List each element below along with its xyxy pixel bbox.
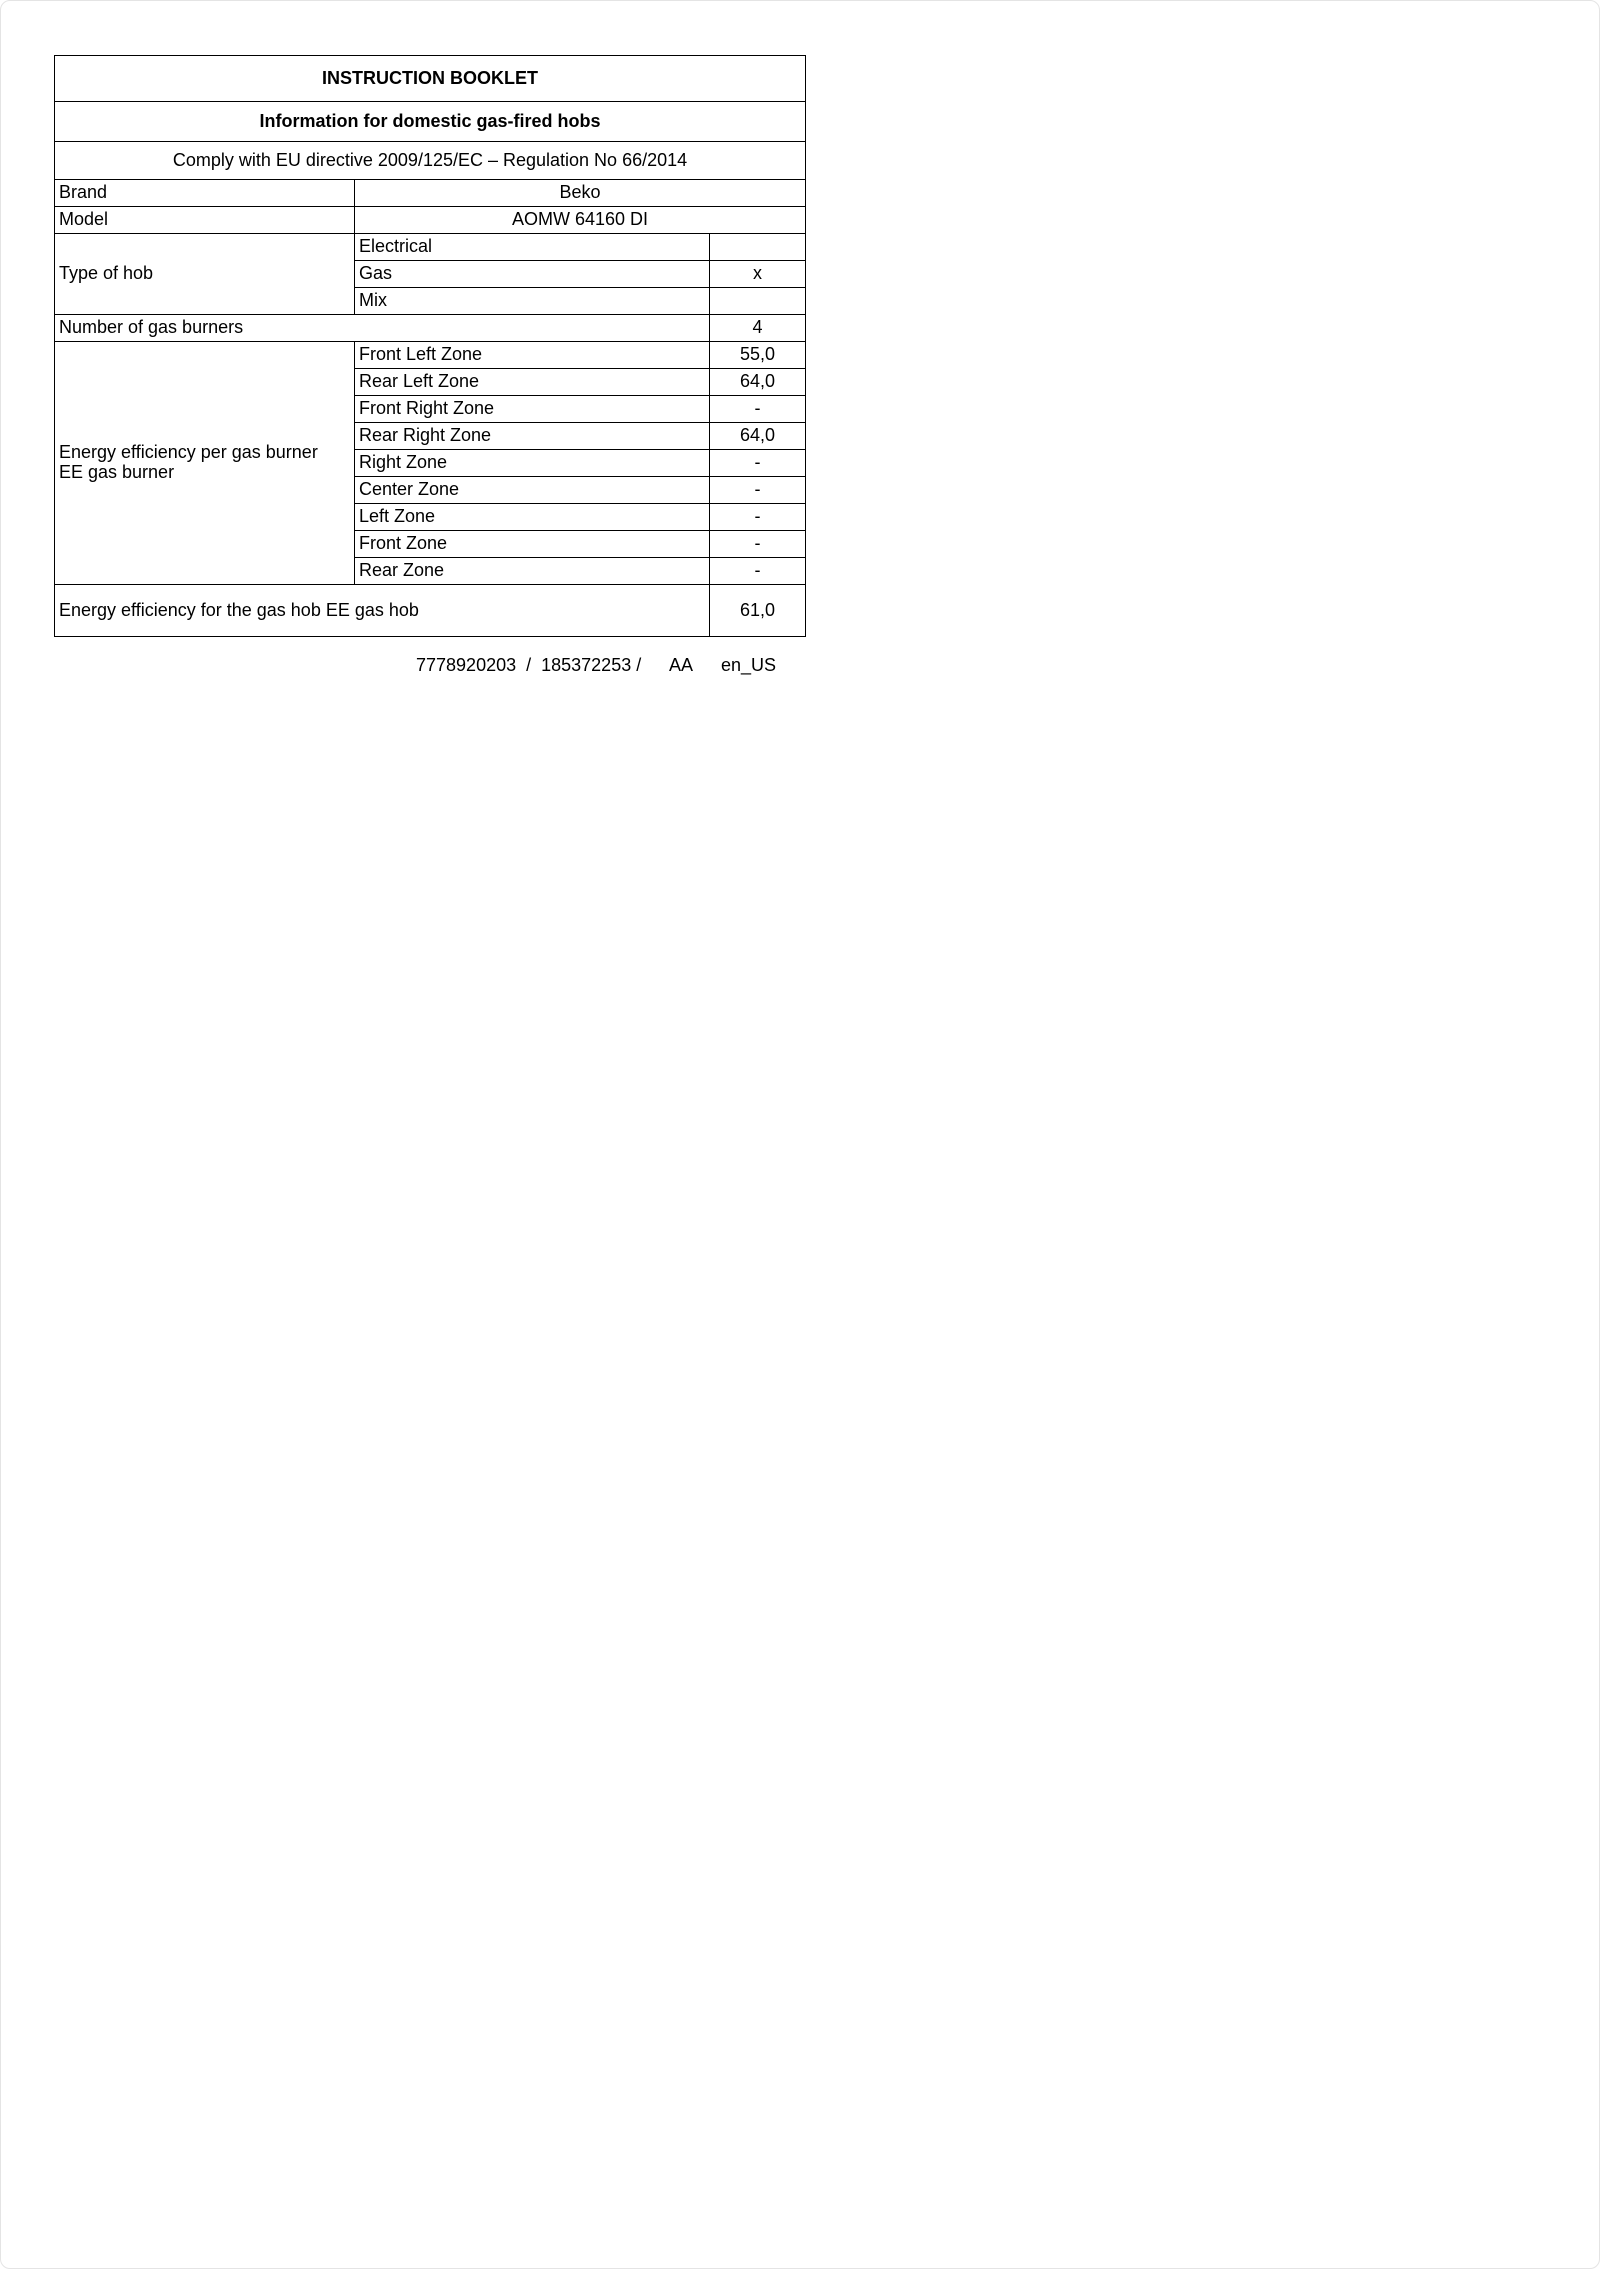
zone-name: Front Zone: [355, 531, 710, 558]
zone-value: -: [710, 531, 806, 558]
zone-name: Rear Zone: [355, 558, 710, 585]
footer-locale: en_US: [721, 655, 777, 675]
brand-value: Beko: [355, 180, 806, 207]
zone-value: 64,0: [710, 423, 806, 450]
hob-type-mark: x: [710, 261, 806, 288]
efficiency-label-line1: Energy efficiency per gas burner: [59, 442, 318, 463]
zone-name: Right Zone: [355, 450, 710, 477]
zone-name: Rear Left Zone: [355, 369, 710, 396]
zone-value: -: [710, 477, 806, 504]
efficiency-label: [55, 342, 355, 585]
burners-label: Number of gas burners: [55, 315, 710, 342]
zone-name: Center Zone: [355, 477, 710, 504]
hob-type-option: Electrical: [355, 234, 710, 261]
burners-value: 4: [710, 315, 806, 342]
booklet-subtitle: Information for domestic gas-fired hobs: [55, 102, 806, 142]
footer-version: AA: [669, 655, 694, 675]
hob-type-mark: [710, 234, 806, 261]
zone-value: -: [710, 450, 806, 477]
hob-type-option: Gas: [355, 261, 710, 288]
hob-type-option: Mix: [355, 288, 710, 315]
zone-value: 55,0: [710, 342, 806, 369]
hob-info-table: [54, 55, 806, 637]
booklet-title: INSTRUCTION BOOKLET: [55, 56, 806, 102]
hob-efficiency-label: Energy efficiency for the gas hob EE gas hob: [55, 585, 710, 637]
hob-type-label: Type of hob: [55, 234, 355, 315]
zone-name: Rear Right Zone: [355, 423, 710, 450]
zone-value: -: [710, 396, 806, 423]
directive-text: Comply with EU directive 2009/125/EC – Regulation No 66/2014: [55, 142, 806, 180]
zone-value: -: [710, 504, 806, 531]
footer-codes: 7778920203 / 185372253 /: [416, 655, 642, 675]
zone-name: Front Left Zone: [355, 342, 710, 369]
brand-label: Brand: [55, 180, 355, 207]
hob-efficiency-value: 61,0: [710, 585, 806, 637]
hob-type-mark: [710, 288, 806, 315]
efficiency-label-line2: EE gas burner: [59, 462, 175, 482]
model-value: AOMW 64160 DI: [355, 207, 806, 234]
zone-value: 64,0: [710, 369, 806, 396]
zone-name: Front Right Zone: [355, 396, 710, 423]
zone-name: Left Zone: [355, 504, 710, 531]
model-label: Model: [55, 207, 355, 234]
zone-value: -: [710, 558, 806, 585]
